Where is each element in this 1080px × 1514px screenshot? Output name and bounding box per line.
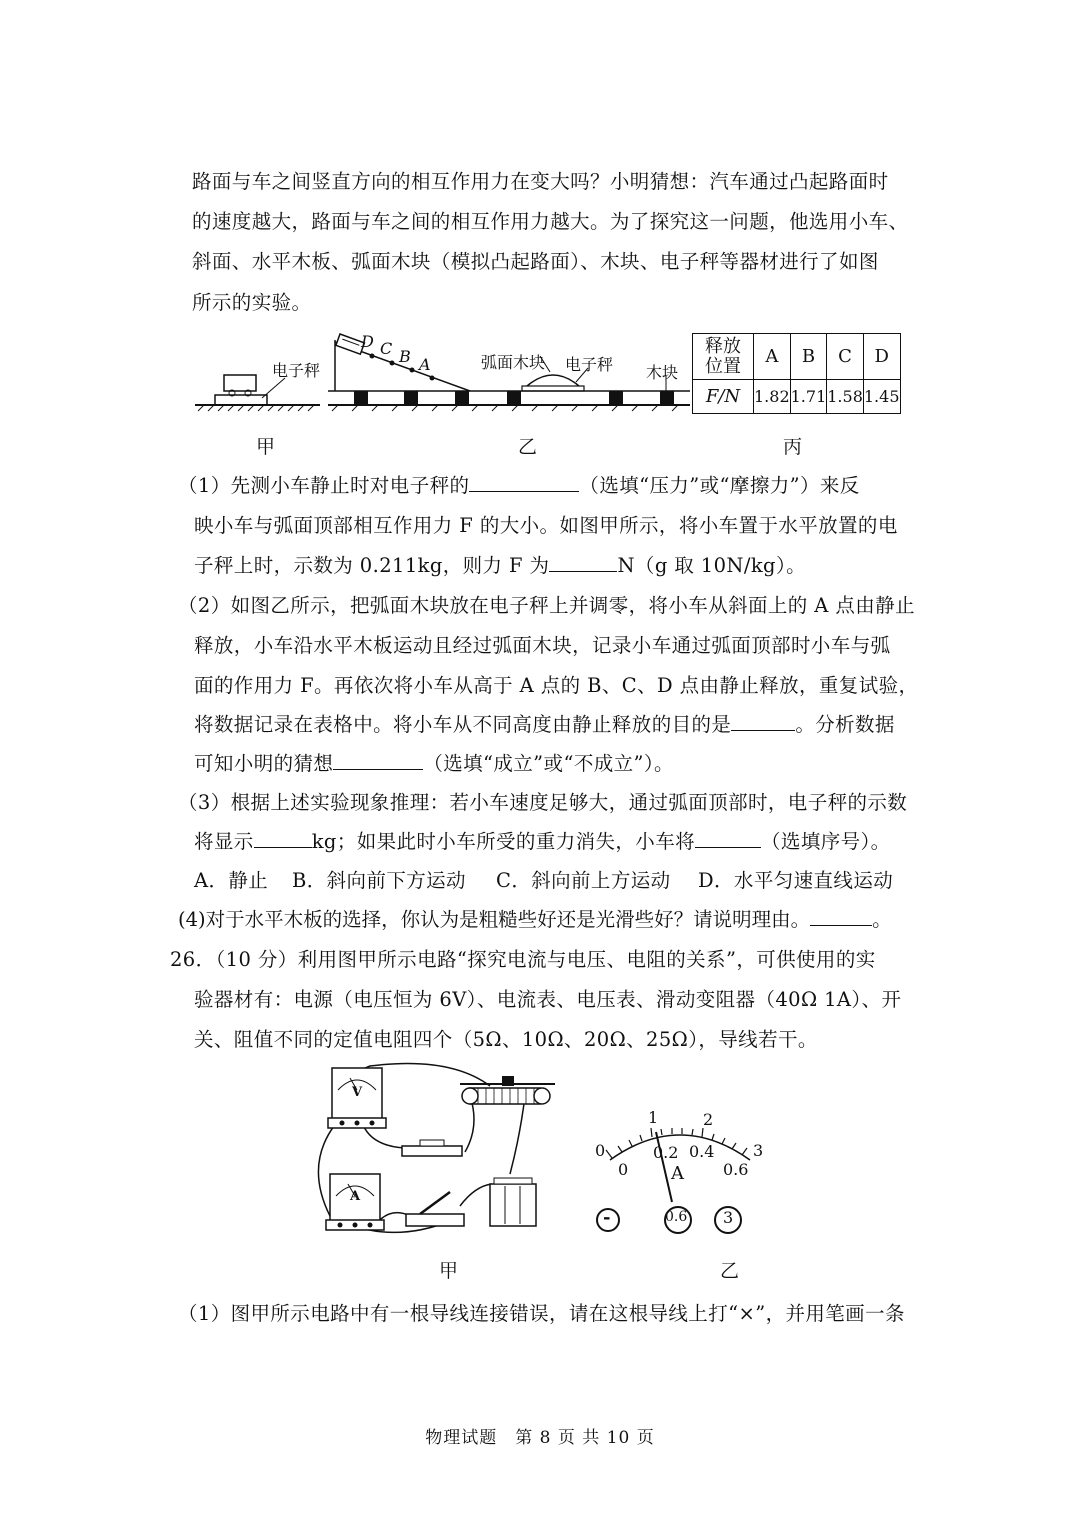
q1-text-b: （选填“压力”或“摩擦力”）来反 — [579, 474, 860, 497]
terminal-06: 0.6 — [665, 1209, 688, 1225]
fig1-caption-yi: 乙 — [518, 436, 538, 458]
q3-line-1: （3）根据上述实验现象推理：若小车速度足够大，通过弧面顶部时，电子秤的示数 — [178, 791, 908, 814]
arc-block-label: 弧面木块 — [481, 353, 546, 372]
dial-top-1: 1 — [648, 1108, 659, 1127]
q26-line-1: 26．（10 分）利用图甲所示电路“探究电流与电压、电阻的关系”，可供使用的实 — [170, 948, 876, 971]
q26-sub1-line: （1）图甲所示电路中有一根导线连接错误，请在这根导线上打“×”，并用笔画一条 — [178, 1302, 905, 1325]
q1-line-2: 映小车与弧面顶部相互作用力 F 的大小。如图甲所示，将小车置于水平放置的电 — [194, 514, 898, 537]
intro-line-1: 路面与车之间竖直方向的相互作用力在变大吗？小明猜想：汽车通过凸起路面时 — [192, 170, 889, 193]
table-col-a: A — [754, 334, 791, 380]
q2-text-c: 可知小明的猜想 — [194, 752, 334, 775]
q4-text-b: 。 — [872, 908, 892, 931]
terminal-3: 3 — [723, 1208, 734, 1227]
q2-line-1: （2）如图乙所示，把弧面木块放在电子秤上并调零，将小车从斜面上的 A 点由静止 — [178, 594, 915, 617]
q3-text-b: kg；如果此时小车所受的重力消失，小车将 — [311, 830, 696, 853]
q3-blank-2[interactable] — [695, 827, 761, 848]
q1-blank-2[interactable] — [549, 551, 617, 572]
q1-blank-1[interactable] — [469, 471, 579, 492]
q26-line-2: 验器材有：电源（电压恒为 6V）、电流表、电压表、滑动变阻器（40Ω 1A）、开 — [194, 988, 902, 1011]
block-label: 木块 — [646, 363, 679, 382]
dial-bottom-04: 0.4 — [689, 1142, 715, 1161]
q4-blank[interactable] — [810, 905, 872, 926]
q2-line-4 — [194, 709, 895, 737]
q2-text-d: （选填“成立”或“不成立”）。 — [423, 752, 674, 775]
q3-blank-1[interactable] — [254, 827, 312, 848]
dial-bottom-02: 0.2 — [653, 1143, 679, 1162]
q3-line-2 — [194, 826, 891, 854]
table-head-line1: 释放 — [705, 335, 741, 357]
q1-text-a: （1）先测小车静止时对电子秤的 — [178, 474, 470, 497]
table-col-d: D — [863, 334, 900, 380]
intro-line-3: 斜面、水平木板、弧面木块（模拟凸起路面）、木块、电子秤等器材进行了如图 — [192, 250, 879, 273]
point-d-label: D — [361, 332, 374, 351]
yi-scale-label: 电子秤 — [565, 355, 614, 374]
point-a-label: A — [419, 355, 431, 374]
dial-top-2: 2 — [703, 1110, 714, 1129]
table-value-d: 1.45 — [863, 380, 900, 414]
fig2-caption-jia: 甲 — [439, 1260, 459, 1282]
fig1-caption-jia: 甲 — [256, 436, 276, 458]
q3-option-c: C．斜向前上方运动 — [496, 869, 671, 892]
ramp-experiment-figure — [0, 320, 1080, 440]
q3-option-b: B．斜向前下方运动 — [292, 869, 466, 892]
q4-text-a: (4)对于水平木板的选择，你认为是粗糙些好还是光滑些好？请说明理由。 — [178, 908, 811, 931]
dial-top-0: 0 — [595, 1141, 606, 1160]
q2-line-2: 释放，小车沿水平木板运动且经过弧面木块，记录小车通过弧面顶部时小车与弧 — [194, 634, 891, 657]
point-c-label: C — [380, 339, 393, 358]
q1-text-d: N（g 取 10N/kg）。 — [617, 554, 806, 577]
dial-bottom-06: 0.6 — [723, 1160, 749, 1179]
voltmeter-letter: V — [352, 1085, 363, 1100]
q2-blank-2[interactable] — [333, 749, 423, 770]
q1-line-3 — [194, 550, 806, 578]
page-footer: 物理试题 第 8 页 共 10 页 — [425, 1428, 655, 1448]
fig2-caption-yi: 乙 — [720, 1260, 740, 1282]
release-data-table — [692, 333, 901, 414]
q4-line — [178, 904, 892, 932]
point-b-label: B — [399, 347, 411, 366]
jia-scale-label: 电子秤 — [272, 361, 321, 380]
q3-option-a: A．静止 — [194, 869, 269, 892]
dial-unit-letter: A — [671, 1163, 684, 1184]
terminal-negative: - — [603, 1207, 611, 1228]
table-value-b: 1.71 — [790, 380, 827, 414]
circuit-figure — [310, 1056, 570, 1246]
table-col-c: C — [827, 334, 864, 380]
table-value-a: 1.82 — [754, 380, 791, 414]
q3-text-a: 将显示 — [194, 830, 254, 853]
q2-blank-1[interactable] — [731, 710, 795, 731]
dial-top-3: 3 — [753, 1141, 764, 1160]
q2-text-a: 将数据记录在表格中。将小车从不同高度由静止释放的目的是 — [194, 713, 732, 736]
dial-bottom-0: 0 — [618, 1160, 629, 1179]
q26-line-3: 关、阻值不同的定值电阻四个（5Ω、10Ω、20Ω、25Ω），导线若干。 — [194, 1028, 818, 1051]
table-row-label: F/N — [693, 380, 754, 414]
table-col-b: B — [790, 334, 827, 380]
table-head-line2: 位置 — [705, 355, 741, 377]
q2-line-3: 面的作用力 F。再依次将小车从高于 A 点的 B、C、D 点由静止释放，重复试验， — [194, 674, 919, 697]
intro-line-2: 的速度越大，路面与车之间的相互作用力越大。为了探究这一问题，他选用小车、 — [192, 210, 909, 233]
table-value-c: 1.58 — [827, 380, 864, 414]
q1-text-c: 子秤上时，示数为 0.211kg，则力 F 为 — [194, 554, 550, 577]
q2-line-5 — [194, 748, 674, 776]
q3-option-d: D．水平匀速直线运动 — [698, 869, 894, 892]
fig1-caption-bing: 丙 — [783, 436, 803, 458]
q2-text-b: 。分析数据 — [795, 713, 895, 736]
intro-line-4: 所示的实验。 — [192, 291, 312, 314]
q3-text-c: （选填序号）。 — [761, 830, 891, 853]
q1-line-1 — [178, 470, 860, 498]
table-header-position — [693, 334, 754, 380]
ammeter-letter: A — [350, 1189, 361, 1204]
